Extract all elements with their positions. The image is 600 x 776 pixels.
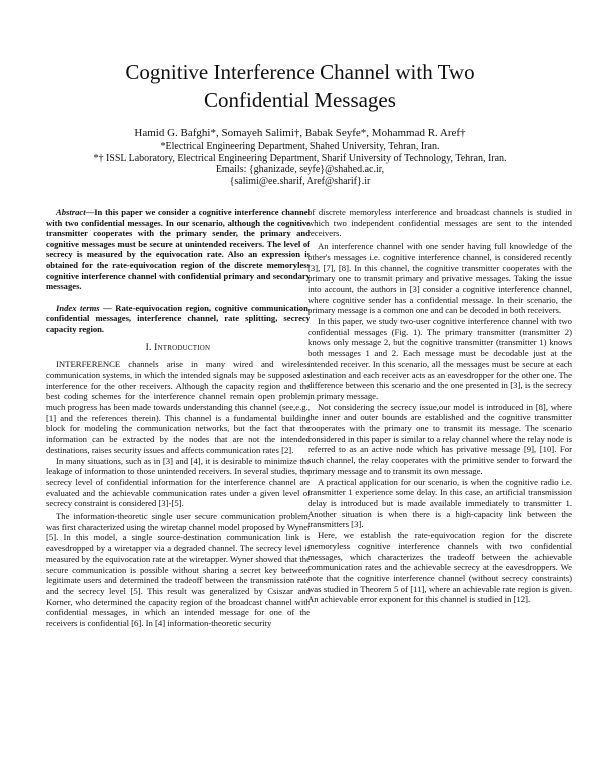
author-names: Hamid G. Bafghi*, Somayeh Salimi†, Babak Seyfe*, Mohammad R. Aref† <box>134 127 466 139</box>
abstract-label: Abstract <box>56 207 86 217</box>
author-block <box>0 127 600 187</box>
intro-paragraph-2: In many situations, such as in [3] and [4], it is desirable to minimize the leakage of information to those unintended receivers. In several studies, the secrecy level of confidential information for the interference channel are evaluated and the achievable communication rates under a given level of secrecy constraint is considered [3]-[5]. <box>46 455 310 509</box>
index-terms-label: Index terms <box>56 302 100 313</box>
affiliation-1: *Electrical Engineering Department, Shahed University, Tehran, Iran. <box>160 141 440 152</box>
right-paragraph-5: A practical application for our scenario, is when the cognitive radio i.e. transmitter 1 experience some delay. In this case, an artificial transmission delay is introduced but is made available immediately to transmitter 1. Another situation is when there is a high-capacity link between the transmitters [3]. <box>308 476 572 530</box>
left-column <box>46 207 310 629</box>
paper-title <box>0 58 600 114</box>
intro-paragraph-1: INTERFERENCE channels arise in many wired and wireless communication systems, in which the intended signals may be supposed as interference for the other receivers. Although the capacity region and the best coding schemes for the interference channel remain open problem, much progress has been made towards understanding this channel (see,e.g., [1] and the references therein). This channel is a fundamental building block for modeling the communication networks, but the fact that the information can be extracted by the nodes that are not the intended destinations, raises security issues and affects communication rates [2]. <box>46 359 310 455</box>
title-line-1: Cognitive Interference Channel with Two <box>125 60 475 84</box>
right-paragraph-1: of discrete memoryless interference and broadcast channels is studied in which two independent confidential messages are sent to the intended receivers. <box>308 207 572 239</box>
right-paragraph-6: Here, we establish the rate-equivocation region for the discrete memoryless cognitive interference channels with two confidential messages, which characterizes the tradeoff between the achievable communication rates and the achievable secrecy at the eavesdroppers. We note that the cognitive interference channel (without secrecy constraints) was studied in Theorem 5 of [11], where an achievable rate region is given. An achievable error exponent for this channel is studied in [12]. <box>308 530 572 605</box>
emails-line-2: {salimi@ee.sharif, Aref@sharif}.ir <box>229 175 371 187</box>
abstract: Abstract—In this paper we consider a cognitive interference channel with two confidential messages. In our scenario, although the cognitive transmitter cooperates with the primary sender, the primary and cognitive messages must be secure at unintended receivers. The level of secrecy is measured by the equivocation rate. Also an expression is obtained for the rate-equivocation region of the discrete memoryless cognitive interference channel with confidential primary and secondary messages. <box>46 207 310 292</box>
emails-line-1: Emails: {ghanizade, seyfe}@shahed.ac.ir, <box>215 164 385 175</box>
right-paragraph-4: Not considering the secrecy issue,our model is introduced in [8], where the inner and outer bounds are established and the cognitive transmitter cooperates with the primary one to transmit its message. The scenario considered in this paper is similar to a relay channel where the relay node is referred to as an active node which has privative message [9], [10]. For such channel, the relay cooperates with the primitive sender to forward the primary message and to transmit its own message. <box>308 401 572 476</box>
section-heading-introduction: I. Introduction <box>145 342 211 353</box>
right-column <box>308 207 572 605</box>
index-terms: Index terms — Rate-equivocation region, cognitive communication, confidential messages, interference channel, rate splitting, secrecy capacity region. <box>46 302 310 334</box>
intro-paragraph-3: The information-theoretic single user secure communication problem, was first characterized using the wiretap channel model proposed by Wyner [5]. In this model, a single source-destination communication link is eavesdropped by a wiretapper via a degraded channel. The secrecy level is measured by the equivocation rate at the wiretapper. Wyner showed that the secure communication is possible without sharing a secret key between legitimate users and determined the tradeoff between the transmission rate and the secrecy level [5]. This result was generalized by Csiszar and Korner, who determined the capacity region of the broadcast channel with confidential messages, in which an intended message for one of the receivers is confidential [6]. In [4] information-theoretic security <box>46 511 310 629</box>
abstract-text: In this paper we consider a cognitive interference channel with two confidential messages. In our scenario, although the cognitive transmitter cooperates with the primary sender, the primary and cognitive messages must be secure at unintended receivers. The level of secrecy is measured by the equivocation rate. Also an expression is obtained for the rate-equivocation region of the discrete memoryless cognitive interference channel with confidential primary and secondary messages. <box>46 207 310 292</box>
right-paragraph-2: An interference channel with one sender having full knowledge of the other's messages i.e. cognitive interference channel, is considered recently [3], [7], [8]. In this channel, the cognitive transmitter cooperates with the primary one to transmit primary and privative messages. Taking the issue into account, the authors in [3] consider a cognitive interference channel, where cognitive sender has a confidential message. In their scenario, the primary message is a common one and can be decoded in both receivers. <box>308 241 572 316</box>
title-line-2: Confidential Messages <box>204 88 396 112</box>
affiliation-2: *† ISSL Laboratory, Electrical Engineering Department, Sharif University of Technology, Tehran, Iran. <box>93 152 507 164</box>
right-paragraph-3: In this paper, we study two-user cognitive interference channel with two confidential messages (Fig. 1). The primary transmitter (transmitter 2) knows only message 2, but the cognitive transmitter (transmitter 1) knows both messages 1 and 2. Each message must be decodable just at the intended receiver. In this scenario, all the messages must be secure at each destination and each receiver acts as an eavesdropper for the other one. The difference between this scenario and the one presented in [3], is the secrecy in primary message. <box>308 316 572 401</box>
index-terms-text: Rate-equivocation region, cognitive communication, confidential messages, interference channel, rate splitting, secrecy capacity region. <box>46 302 310 334</box>
